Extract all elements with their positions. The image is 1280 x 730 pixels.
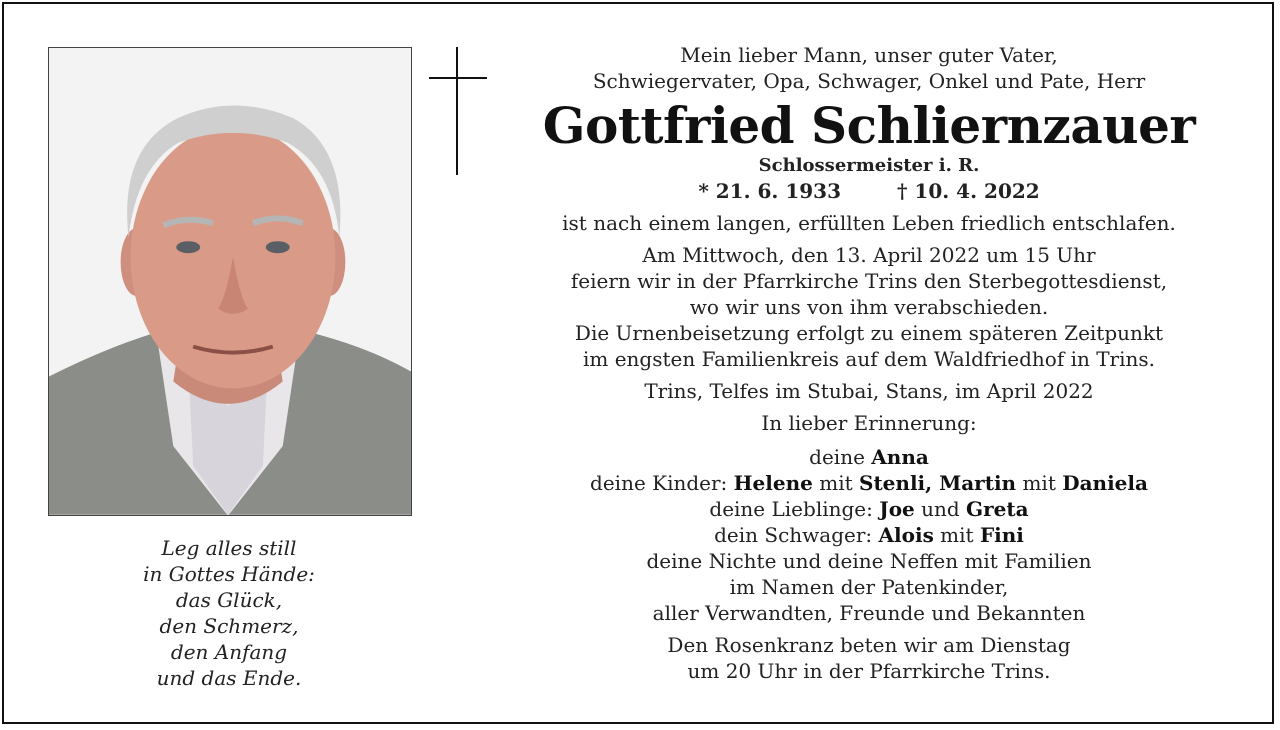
- ceremony-line: wo wir uns von ihm verabschieden.: [689, 295, 1049, 319]
- family-wife: deine Anna: [809, 445, 929, 469]
- passed-line: ist nach einem langen, erfüllten Leben friedlich entschlafen.: [562, 211, 1176, 235]
- family-others: deine Nichte und deine Neffen mit Familien: [646, 549, 1092, 573]
- intro-line: Schwiegervater, Opa, Schwager, Onkel und Pate, Herr: [592, 69, 1146, 93]
- poem-line: Leg alles still: [161, 536, 297, 560]
- birth-date: * 21. 6. 1933: [698, 179, 841, 203]
- rosary-line: um 20 Uhr in der Pfarrkirche Trins.: [687, 659, 1051, 683]
- family-favorites: deine Lieblinge: Joe und Greta: [709, 497, 1029, 521]
- obituary-card: [2, 2, 1274, 724]
- cross-icon: [429, 47, 487, 175]
- rosary-notice: [524, 632, 1214, 684]
- family-brother-in-law: dein Schwager: Alois mit Fini: [714, 523, 1024, 547]
- ceremony-line: Die Urnenbeisetzung erfolgt zu einem späteren Zeitpunkt: [574, 321, 1164, 345]
- deceased-title: Schlossermeister i. R.: [758, 155, 980, 176]
- family-others: im Namen der Patenkinder,: [729, 575, 1009, 599]
- poem-line: und das Ende.: [156, 666, 302, 690]
- deceased-name: Gottfried Schliernzauer: [542, 96, 1196, 155]
- poem-line: das Glück,: [175, 588, 283, 612]
- poem: [64, 535, 394, 691]
- rosary-line: Den Rosenkranz beten wir am Dienstag: [667, 633, 1071, 657]
- death-date: † 10. 4. 2022: [897, 179, 1040, 203]
- obituary-text: [524, 42, 1214, 684]
- poem-line: den Anfang: [170, 640, 288, 664]
- family-list: [524, 444, 1214, 626]
- intro-line: Mein lieber Mann, unser guter Vater,: [680, 43, 1058, 67]
- place-date: Trins, Telfes im Stubai, Stans, im April 2022: [644, 379, 1094, 403]
- portrait-image: [49, 48, 411, 515]
- poem-line: den Schmerz,: [159, 614, 299, 638]
- family-children: deine Kinder: Helene mit Stenli, Martin mit Daniela: [590, 471, 1148, 495]
- ceremony-line: Am Mittwoch, den 13. April 2022 um 15 Uhr: [642, 243, 1096, 267]
- ceremony-line: im engsten Familienkreis auf dem Waldfriedhof in Trins.: [582, 347, 1156, 371]
- portrait-photo: [48, 47, 412, 516]
- poem-line: in Gottes Hände:: [143, 562, 315, 586]
- family-others: aller Verwandten, Freunde und Bekannten: [652, 601, 1086, 625]
- memory-heading: In lieber Erinnerung:: [761, 411, 977, 435]
- ceremony-line: feiern wir in der Pfarrkirche Trins den Sterbegottesdienst,: [570, 269, 1168, 293]
- life-dates: [524, 178, 1214, 204]
